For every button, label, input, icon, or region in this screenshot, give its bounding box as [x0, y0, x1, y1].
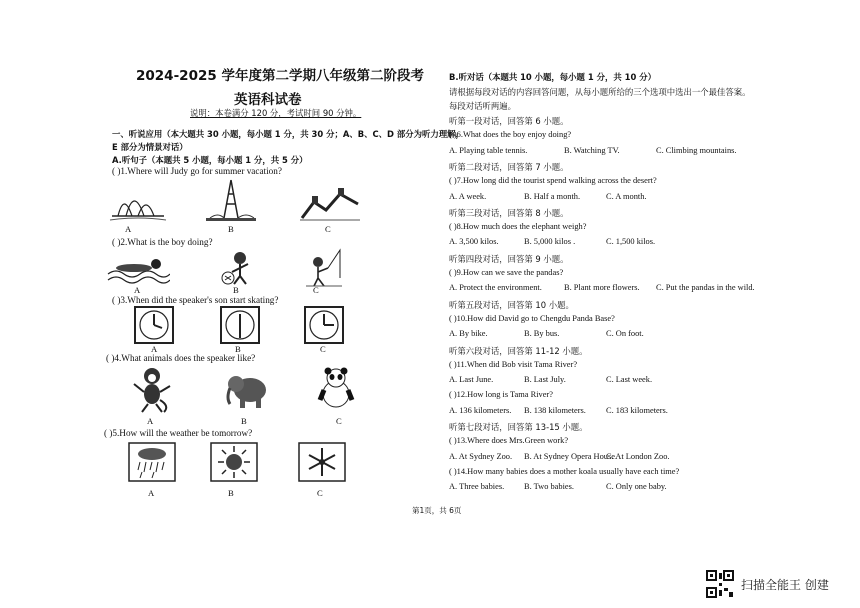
- answer-option: C. 183 kilometers.: [606, 405, 668, 415]
- football-boy-icon: [218, 250, 258, 286]
- part-b-instruction: 请根据每段对话的内容回答问题，从每小题所给的三个选项中选出一个最佳答案。: [449, 87, 751, 97]
- answer-option: C. 1,500 kilos.: [606, 237, 656, 247]
- exam-subtitle: 英语科试卷: [234, 92, 302, 108]
- q2-option-b: B: [233, 285, 239, 295]
- answer-option: B. 138 kilometers.: [524, 405, 586, 415]
- answer-option: A. Three babies.: [449, 482, 505, 492]
- answer-option: C. A month.: [606, 191, 647, 201]
- dialogue-lead: 听第四段对话，回答第 9 小题。: [449, 253, 569, 264]
- q2-option-a: A: [134, 285, 141, 295]
- answer-option: A. Last June.: [449, 375, 494, 385]
- snow-icon: [298, 442, 346, 482]
- sun-icon: [210, 442, 258, 482]
- monkey-icon: [132, 366, 172, 414]
- clock-icon: [134, 306, 174, 344]
- answer-option: B. Half a month.: [524, 191, 581, 201]
- answer-option: A. Playing table tennis.: [449, 145, 528, 155]
- question-item: ( )14.How many babies does a mother koala usually have each time?: [449, 466, 680, 476]
- answer-option: B. By bus.: [524, 329, 560, 339]
- dialogue-lead: 听第一段对话，回答第 6 小题。: [449, 116, 569, 126]
- question-item: ( )8.How much does the elephant weigh?: [449, 222, 587, 232]
- section-heading-line2: E 部分为情景对话）: [112, 142, 188, 152]
- question-item: ( )9.How can we save the pandas?: [449, 268, 564, 277]
- question-item: ( )10.How did David go to Chengdu Panda Base?: [449, 313, 615, 323]
- answer-option: A. 3,500 kilos.: [449, 237, 499, 247]
- panda-icon: [316, 366, 356, 410]
- q1-option-b: B: [228, 224, 234, 234]
- question-item: ( )12.How long is Tama River?: [449, 390, 553, 400]
- swimming-icon: [106, 252, 170, 284]
- fishing-boy-icon: [304, 248, 344, 288]
- opera-house-icon: [108, 182, 168, 222]
- answer-option: B. At Sydney Opera House.: [524, 451, 618, 461]
- question-5: ( )5.How will the weather be tomorrow?: [104, 428, 253, 438]
- dialogue-lead: 听第三段对话，回答第 8 小题。: [449, 207, 569, 218]
- dialogue-lead: 听第六段对话，回答第 11-12 小题。: [449, 345, 588, 356]
- qr-code-icon: [706, 570, 734, 598]
- answer-option: C. Put the pandas in the wild.: [656, 283, 755, 293]
- question-item: ( )13.Where does Mrs.Green work?: [449, 436, 569, 446]
- part-a-heading: A.听句子（本题共 5 小题，每小题 1 分，共 5 分）: [112, 155, 308, 165]
- answer-option: C. At London Zoo.: [606, 451, 670, 461]
- elephant-icon: [224, 370, 272, 410]
- exam-note: 说明：本卷满分 120 分，考试时间 90 分钟。: [190, 108, 362, 118]
- q4-option-c: C: [336, 416, 342, 426]
- q4-option-a: A: [147, 416, 154, 426]
- q1-option-a: A: [125, 224, 132, 234]
- q5-option-a: A: [148, 488, 155, 498]
- great-wall-icon: [300, 182, 360, 222]
- answer-option: B. Two babies.: [524, 482, 574, 492]
- answer-option: B. 5,000 kilos .: [524, 237, 576, 247]
- q3-option-b: B: [235, 344, 241, 354]
- page-number: 第1页，共 6页: [412, 506, 462, 515]
- eiffel-tower-icon: [206, 178, 256, 222]
- answer-option: C. Only one baby.: [606, 482, 667, 492]
- answer-option: A. A week.: [449, 191, 487, 201]
- answer-option: B. Plant more flowers.: [564, 283, 640, 293]
- dialogue-lead: 听第七段对话，回答第 13-15 小题。: [449, 422, 588, 432]
- scanner-watermark: 扫描全能王 创建: [741, 578, 829, 592]
- question-item: ( )11.When did Bob visit Tama River?: [449, 359, 578, 369]
- q1-option-c: C: [325, 224, 331, 234]
- part-b-heading: B.听对话（本题共 10 小题，每小题 1 分，共 10 分）: [449, 72, 656, 82]
- answer-option: A. By bike.: [449, 329, 488, 339]
- answer-option: A. Protect the environment.: [449, 283, 542, 293]
- question-2: ( )2.What is the boy doing?: [112, 237, 213, 247]
- answer-option: B. Last July.: [524, 375, 566, 385]
- question-3: ( )3.When did the speaker's son start skating?: [112, 295, 279, 305]
- answer-option: C. Last week.: [606, 375, 653, 385]
- clock-icon: [304, 306, 344, 344]
- q3-option-a: A: [151, 344, 158, 354]
- question-item: ( )6.What does the boy enjoy doing?: [449, 130, 572, 140]
- dialogue-lead: 听第二段对话，回答第 7 小题。: [449, 161, 569, 172]
- question-item: ( )7.How long did the tourist spend walking across the desert?: [449, 176, 657, 186]
- q2-option-c: C: [313, 285, 319, 295]
- answer-option: A. At Sydney Zoo.: [449, 451, 513, 461]
- question-1: ( )1.Where will Judy go for summer vacation?: [112, 166, 282, 176]
- exam-title: 2024-2025 学年度第二学期八年级第二阶段考: [136, 68, 424, 84]
- rain-icon: [128, 442, 176, 482]
- q4-option-b: B: [241, 416, 247, 426]
- answer-option: C. Climbing mountains.: [656, 145, 737, 155]
- dialogue-lead: 听第五段对话，回答第 10 小题。: [449, 299, 574, 310]
- clock-icon: [220, 306, 260, 344]
- q5-option-c: C: [317, 488, 323, 498]
- q3-option-c: C: [320, 344, 326, 354]
- q5-option-b: B: [228, 488, 234, 498]
- part-b-instruction-2: 每段对话听两遍。: [449, 101, 516, 111]
- section-heading: 一、听说应用（本大题共 30 小题，每小题 1 分，共 30 分；A、B、C、D 部分为听力理解，: [112, 129, 464, 139]
- answer-option: B. Watching TV.: [564, 145, 620, 155]
- answer-option: C. On foot.: [606, 329, 644, 339]
- question-4: ( )4.What animals does the speaker like?: [106, 353, 256, 363]
- answer-option: A. 136 kilometers.: [449, 405, 512, 415]
